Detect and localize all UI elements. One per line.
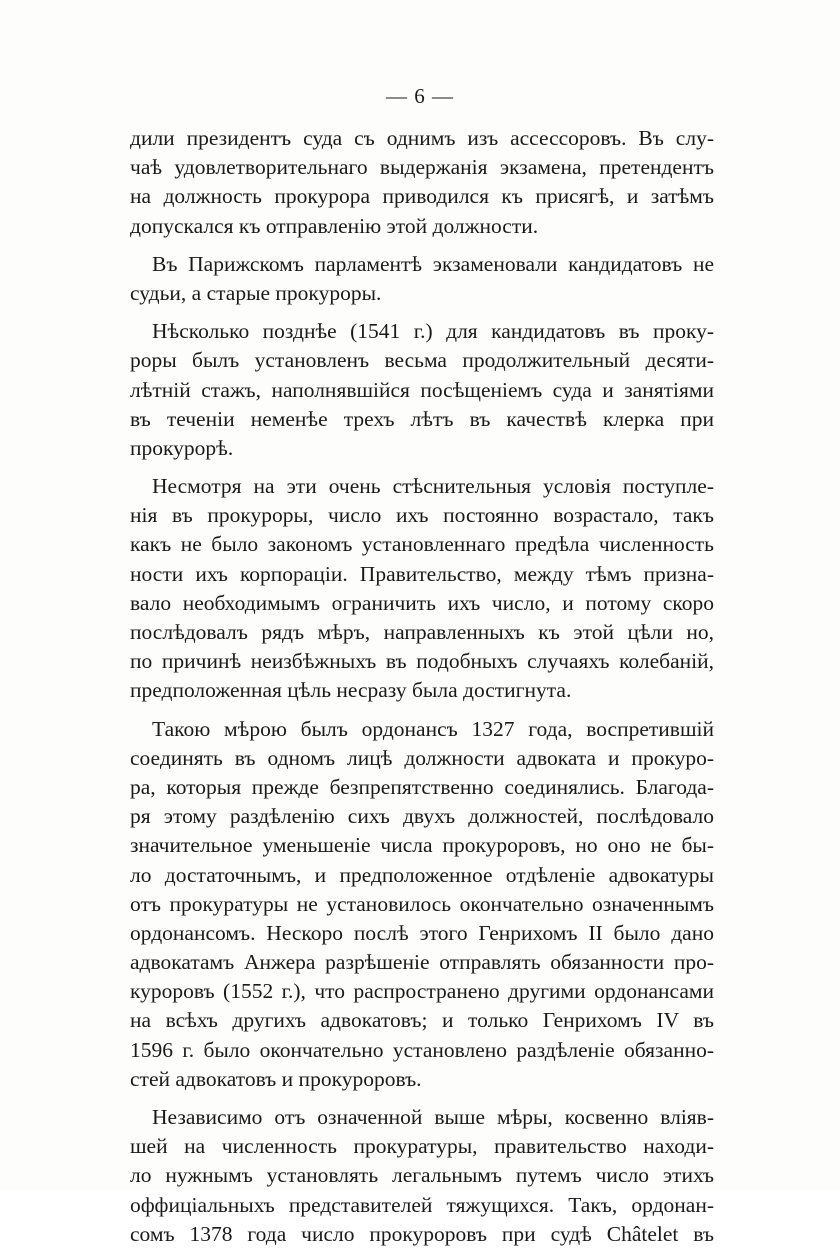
text-line: Въ Парижскомъ парламентѣ экзаменовали кандидатовъ не [152,251,714,276]
text-line: ло нужнымъ установлять легальнымъ путемъ число этихъ [130,1163,714,1188]
text-line: стей адвокатовъ и прокуроровъ. [130,1066,422,1091]
paragraph [130,1103,714,1249]
text-line: допускался къ отправленію этой должности. [130,213,539,238]
text-line: ордонансомъ. Нескоро послѣ этого Генрихомъ II было дано [130,920,714,945]
paragraph [130,715,714,1094]
text-line: Несмотря на эти очень стѣснительныя условія поступле- [152,474,714,499]
text-line: по причинѣ неизбѣжныхъ въ подобныхъ случаяхъ колебаній, [130,649,714,674]
body-text [130,124,714,1249]
paragraph-gap [130,706,714,715]
text-line: въ теченіи неменѣе трехъ лѣтъ въ качествѣ клерка при [130,406,714,431]
text-line: соединять въ одномъ лицѣ должности адвоката и прокуро- [130,745,714,770]
text-line: значительное уменьшеніе числа прокуроровъ, но оно не бы- [130,833,714,858]
text-line: дили президентъ суда съ однимъ изъ ассессоровъ. Въ слу- [130,126,714,150]
text-line: нія въ прокуроры, число ихъ постоянно возрастало, такъ [130,503,714,528]
paragraph-gap [130,463,714,472]
text-line: отъ прокуратуры не установилось окончательно означеннымъ [130,891,714,916]
text-line: шей на численность прокуратуры, правительство находи- [130,1134,714,1159]
text-line: 1596 г. было окончательно установлено раздѣленіе обязанно- [130,1037,714,1062]
paragraph-gap [130,308,714,317]
text-line: Нѣсколько позднѣе (1541 г.) для кандидатовъ въ проку- [152,319,714,344]
text-line: роры былъ установленъ весьма продолжительный десяти- [130,348,714,373]
text-line: оффиціальныхъ представителей тяжущихся. Такъ, ордонан- [130,1192,714,1217]
text-line: Такою мѣрою былъ ордонансъ 1327 года, воспретившій [152,716,714,741]
paragraph-gap [130,1094,714,1103]
text-line: вало необходимымъ ограничить ихъ число, и потому скоро [130,590,714,615]
text-line: какъ не было закономъ установленнаго предѣла численность [130,532,714,557]
text-line: послѣдовалъ рядъ мѣръ, направленныхъ къ этой цѣли но, [130,620,714,644]
text-line: лѣтній стажъ, наполнявшійся посѣщеніемъ суда и занятіями [130,377,714,402]
text-line: прокурорѣ. [130,435,234,460]
text-line: чаѣ удовлетворительнаго выдержанія экзамена, претендентъ [130,155,714,180]
text-line: адвокатамъ Анжера разрѣшеніе отправлять обязанности про- [130,950,714,975]
paragraph [130,250,714,308]
text-line: на должность прокурора приводился къ присягѣ, и затѣмъ [130,184,714,209]
text-line: сомъ 1378 года число прокуроровъ при судѣ Châtelet въ [130,1221,714,1246]
text-line: ра, которыя прежде безпрепятственно соединялись. Благода- [130,774,714,799]
text-line: ло достаточнымъ, и предположенное отдѣленіе адвокатуры [130,862,714,887]
paragraph [130,472,714,706]
paragraph [130,124,714,241]
text-line: ности ихъ корпораціи. Правительство, между тѣмъ призна- [130,561,714,586]
text-line: судьи, а старые прокуроры. [130,280,382,305]
paragraph [130,317,714,463]
text-line: предположенная цѣль несразу была достигнута. [130,678,572,703]
text-line: Независимо отъ означенной выше мѣры, косвенно вліяв- [152,1105,714,1129]
paragraph-gap [130,241,714,250]
text-line: куроровъ (1552 г.), что распространено другими ордонансами [130,979,714,1004]
text-line: на всѣхъ другихъ адвокатовъ; и только Генрихомъ IV въ [130,1008,714,1033]
text-line: ря этому раздѣленію сихъ двухъ должностей, послѣдовало [130,804,714,829]
page-number: — 6 — [386,84,454,108]
